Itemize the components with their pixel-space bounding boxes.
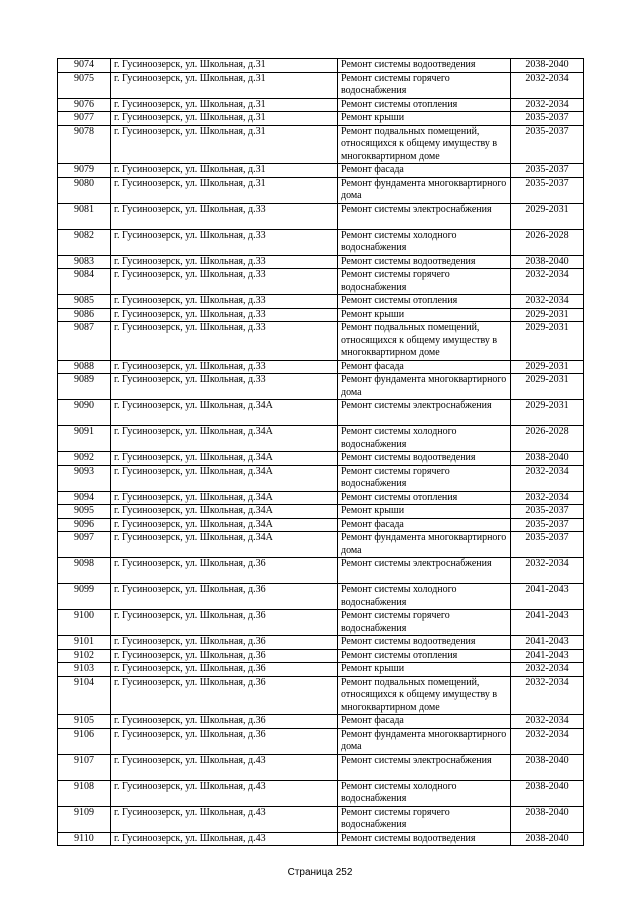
table-row (58, 360, 584, 374)
period-cell: 2035-2037 (511, 125, 584, 164)
address-cell: г. Гусиноозерск, ул. Школьная, д.34А (111, 465, 338, 491)
table-row (58, 610, 584, 636)
row-number: 9100 (58, 610, 111, 636)
period-cell: 2035-2037 (511, 177, 584, 203)
table-row (58, 308, 584, 322)
period-cell: 2035-2037 (511, 532, 584, 558)
page-number: Страница 252 (287, 867, 353, 878)
period-cell: 2029-2031 (511, 308, 584, 322)
row-number: 9090 (58, 400, 111, 426)
address-cell: г. Гусиноозерск, ул. Школьная, д.36 (111, 676, 338, 715)
period-cell: 2035-2037 (511, 164, 584, 178)
row-number: 9089 (58, 374, 111, 400)
table-body (58, 59, 584, 846)
work-type-cell: Ремонт крыши (338, 663, 511, 677)
table-row (58, 465, 584, 491)
table-row (58, 832, 584, 846)
address-cell: г. Гусиноозерск, ул. Школьная, д.34А (111, 452, 338, 466)
table-row (58, 636, 584, 650)
period-cell: 2038-2040 (511, 832, 584, 846)
address-cell: г. Гусиноозерск, ул. Школьная, д.36 (111, 728, 338, 754)
work-type-cell: Ремонт системы электроснабжения (338, 203, 511, 229)
table-row (58, 229, 584, 255)
address-cell: г. Гусиноозерск, ул. Школьная, д.36 (111, 663, 338, 677)
period-cell: 2032-2034 (511, 728, 584, 754)
row-number: 9099 (58, 584, 111, 610)
period-cell: 2035-2037 (511, 518, 584, 532)
period-cell: 2032-2034 (511, 676, 584, 715)
address-cell: г. Гусиноозерск, ул. Школьная, д.31 (111, 98, 338, 112)
table-row (58, 649, 584, 663)
period-cell: 2029-2031 (511, 374, 584, 400)
address-cell: г. Гусиноозерск, ул. Школьная, д.34А (111, 505, 338, 519)
work-type-cell: Ремонт системы электроснабжения (338, 754, 511, 780)
work-type-cell: Ремонт подвальных помещений, относящихся к общему имуществу в многоквартирном доме (338, 676, 511, 715)
table-row (58, 676, 584, 715)
address-cell: г. Гусиноозерск, ул. Школьная, д.31 (111, 72, 338, 98)
work-type-cell: Ремонт фасада (338, 715, 511, 729)
address-cell: г. Гусиноозерск, ул. Школьная, д.31 (111, 164, 338, 178)
row-number: 9086 (58, 308, 111, 322)
row-number: 9108 (58, 780, 111, 806)
table-row (58, 125, 584, 164)
table-row (58, 426, 584, 452)
table-row (58, 806, 584, 832)
work-type-cell: Ремонт системы горячего водоснабжения (338, 610, 511, 636)
row-number: 9080 (58, 177, 111, 203)
period-cell: 2038-2040 (511, 255, 584, 269)
period-cell: 2026-2028 (511, 426, 584, 452)
period-cell: 2032-2034 (511, 72, 584, 98)
row-number: 9092 (58, 452, 111, 466)
address-cell: г. Гусиноозерск, ул. Школьная, д.34А (111, 400, 338, 426)
address-cell: г. Гусиноозерск, ул. Школьная, д.36 (111, 584, 338, 610)
address-cell: г. Гусиноозерск, ул. Школьная, д.33 (111, 229, 338, 255)
row-number: 9105 (58, 715, 111, 729)
row-number: 9095 (58, 505, 111, 519)
row-number: 9082 (58, 229, 111, 255)
period-cell: 2032-2034 (511, 715, 584, 729)
address-cell: г. Гусиноозерск, ул. Школьная, д.36 (111, 610, 338, 636)
table-row (58, 255, 584, 269)
period-cell: 2038-2040 (511, 780, 584, 806)
row-number: 9104 (58, 676, 111, 715)
period-cell: 2038-2040 (511, 806, 584, 832)
table-row (58, 728, 584, 754)
row-number: 9096 (58, 518, 111, 532)
work-type-cell: Ремонт фундамента многоквартирного дома (338, 177, 511, 203)
period-cell: 2032-2034 (511, 98, 584, 112)
work-type-cell: Ремонт системы холодного водоснабжения (338, 426, 511, 452)
address-cell: г. Гусиноозерск, ул. Школьная, д.33 (111, 269, 338, 295)
period-cell: 2032-2034 (511, 295, 584, 309)
work-type-cell: Ремонт системы отопления (338, 295, 511, 309)
table-row (58, 374, 584, 400)
row-number: 9109 (58, 806, 111, 832)
table-row (58, 164, 584, 178)
period-cell: 2032-2034 (511, 465, 584, 491)
address-cell: г. Гусиноозерск, ул. Школьная, д.43 (111, 806, 338, 832)
row-number: 9074 (58, 59, 111, 73)
address-cell: г. Гусиноозерск, ул. Школьная, д.34А (111, 532, 338, 558)
work-type-cell: Ремонт фундамента многоквартирного дома (338, 532, 511, 558)
work-type-cell: Ремонт системы отопления (338, 649, 511, 663)
row-number: 9110 (58, 832, 111, 846)
address-cell: г. Гусиноозерск, ул. Школьная, д.43 (111, 780, 338, 806)
address-cell: г. Гусиноозерск, ул. Школьная, д.43 (111, 832, 338, 846)
period-cell: 2029-2031 (511, 203, 584, 229)
work-type-cell: Ремонт системы водоотведения (338, 59, 511, 73)
table-row (58, 203, 584, 229)
address-cell: г. Гусиноозерск, ул. Школьная, д.36 (111, 636, 338, 650)
table-row (58, 754, 584, 780)
work-type-cell: Ремонт системы горячего водоснабжения (338, 72, 511, 98)
row-number: 9088 (58, 360, 111, 374)
work-type-cell: Ремонт системы холодного водоснабжения (338, 780, 511, 806)
period-cell: 2041-2043 (511, 584, 584, 610)
table-row (58, 322, 584, 361)
row-number: 9107 (58, 754, 111, 780)
work-type-cell: Ремонт фундамента многоквартирного дома (338, 374, 511, 400)
row-number: 9077 (58, 112, 111, 126)
period-cell: 2041-2043 (511, 610, 584, 636)
work-type-cell: Ремонт системы электроснабжения (338, 400, 511, 426)
table-row (58, 491, 584, 505)
row-number: 9079 (58, 164, 111, 178)
work-type-cell: Ремонт крыши (338, 308, 511, 322)
address-cell: г. Гусиноозерск, ул. Школьная, д.33 (111, 203, 338, 229)
work-type-cell: Ремонт системы холодного водоснабжения (338, 229, 511, 255)
row-number: 9078 (58, 125, 111, 164)
table-row (58, 532, 584, 558)
address-cell: г. Гусиноозерск, ул. Школьная, д.33 (111, 322, 338, 361)
table-row (58, 558, 584, 584)
work-type-cell: Ремонт подвальных помещений, относящихся к общему имуществу в многоквартирном доме (338, 322, 511, 361)
table-row (58, 452, 584, 466)
address-cell: г. Гусиноозерск, ул. Школьная, д.31 (111, 112, 338, 126)
work-type-cell: Ремонт фундамента многоквартирного дома (338, 728, 511, 754)
period-cell: 2038-2040 (511, 452, 584, 466)
work-type-cell: Ремонт фасада (338, 164, 511, 178)
address-cell: г. Гусиноозерск, ул. Школьная, д.31 (111, 125, 338, 164)
address-cell: г. Гусиноозерск, ул. Школьная, д.33 (111, 308, 338, 322)
row-number: 9098 (58, 558, 111, 584)
work-type-cell: Ремонт системы горячего водоснабжения (338, 269, 511, 295)
table-row (58, 663, 584, 677)
row-number: 9103 (58, 663, 111, 677)
period-cell: 2041-2043 (511, 649, 584, 663)
address-cell: г. Гусиноозерск, ул. Школьная, д.34А (111, 518, 338, 532)
row-number: 9087 (58, 322, 111, 361)
period-cell: 2032-2034 (511, 558, 584, 584)
row-number: 9093 (58, 465, 111, 491)
row-number: 9106 (58, 728, 111, 754)
address-cell: г. Гусиноозерск, ул. Школьная, д.43 (111, 754, 338, 780)
address-cell: г. Гусиноозерск, ул. Школьная, д.36 (111, 649, 338, 663)
address-cell: г. Гусиноозерск, ул. Школьная, д.31 (111, 177, 338, 203)
work-type-cell: Ремонт системы водоотведения (338, 452, 511, 466)
work-type-cell: Ремонт фасада (338, 360, 511, 374)
work-type-cell: Ремонт фасада (338, 518, 511, 532)
work-type-cell: Ремонт системы отопления (338, 491, 511, 505)
table-row (58, 295, 584, 309)
address-cell: г. Гусиноозерск, ул. Школьная, д.34А (111, 426, 338, 452)
period-cell: 2038-2040 (511, 59, 584, 73)
work-type-cell: Ремонт системы горячего водоснабжения (338, 465, 511, 491)
table-row (58, 269, 584, 295)
work-type-cell: Ремонт подвальных помещений, относящихся к общему имуществу в многоквартирном доме (338, 125, 511, 164)
table-row (58, 715, 584, 729)
table-row (58, 59, 584, 73)
row-number: 9084 (58, 269, 111, 295)
row-number: 9102 (58, 649, 111, 663)
period-cell: 2029-2031 (511, 322, 584, 361)
period-cell: 2032-2034 (511, 663, 584, 677)
period-cell: 2029-2031 (511, 400, 584, 426)
period-cell: 2029-2031 (511, 360, 584, 374)
row-number: 9091 (58, 426, 111, 452)
work-type-cell: Ремонт системы холодного водоснабжения (338, 584, 511, 610)
period-cell: 2035-2037 (511, 112, 584, 126)
address-cell: г. Гусиноозерск, ул. Школьная, д.36 (111, 715, 338, 729)
table-row (58, 584, 584, 610)
work-type-cell: Ремонт системы водоотведения (338, 832, 511, 846)
address-cell: г. Гусиноозерск, ул. Школьная, д.36 (111, 558, 338, 584)
address-cell: г. Гусиноозерск, ул. Школьная, д.33 (111, 374, 338, 400)
row-number: 9101 (58, 636, 111, 650)
address-cell: г. Гусиноозерск, ул. Школьная, д.34А (111, 491, 338, 505)
row-number: 9085 (58, 295, 111, 309)
row-number: 9076 (58, 98, 111, 112)
work-type-cell: Ремонт крыши (338, 505, 511, 519)
work-type-cell: Ремонт крыши (338, 112, 511, 126)
period-cell: 2041-2043 (511, 636, 584, 650)
table-row (58, 780, 584, 806)
period-cell: 2032-2034 (511, 491, 584, 505)
work-type-cell: Ремонт системы электроснабжения (338, 558, 511, 584)
address-cell: г. Гусиноозерск, ул. Школьная, д.33 (111, 295, 338, 309)
row-number: 9075 (58, 72, 111, 98)
table-row (58, 518, 584, 532)
period-cell: 2026-2028 (511, 229, 584, 255)
table-row (58, 112, 584, 126)
address-cell: г. Гусиноозерск, ул. Школьная, д.33 (111, 255, 338, 269)
period-cell: 2038-2040 (511, 754, 584, 780)
table-row (58, 98, 584, 112)
work-type-cell: Ремонт системы отопления (338, 98, 511, 112)
row-number: 9081 (58, 203, 111, 229)
table-row (58, 400, 584, 426)
row-number: 9097 (58, 532, 111, 558)
work-type-cell: Ремонт системы водоотведения (338, 255, 511, 269)
address-cell: г. Гусиноозерск, ул. Школьная, д.31 (111, 59, 338, 73)
table-row (58, 72, 584, 98)
repair-schedule-table (57, 58, 584, 846)
table-row (58, 505, 584, 519)
period-cell: 2035-2037 (511, 505, 584, 519)
address-cell: г. Гусиноозерск, ул. Школьная, д.33 (111, 360, 338, 374)
period-cell: 2032-2034 (511, 269, 584, 295)
row-number: 9083 (58, 255, 111, 269)
row-number: 9094 (58, 491, 111, 505)
work-type-cell: Ремонт системы водоотведения (338, 636, 511, 650)
work-type-cell: Ремонт системы горячего водоснабжения (338, 806, 511, 832)
table-row (58, 177, 584, 203)
